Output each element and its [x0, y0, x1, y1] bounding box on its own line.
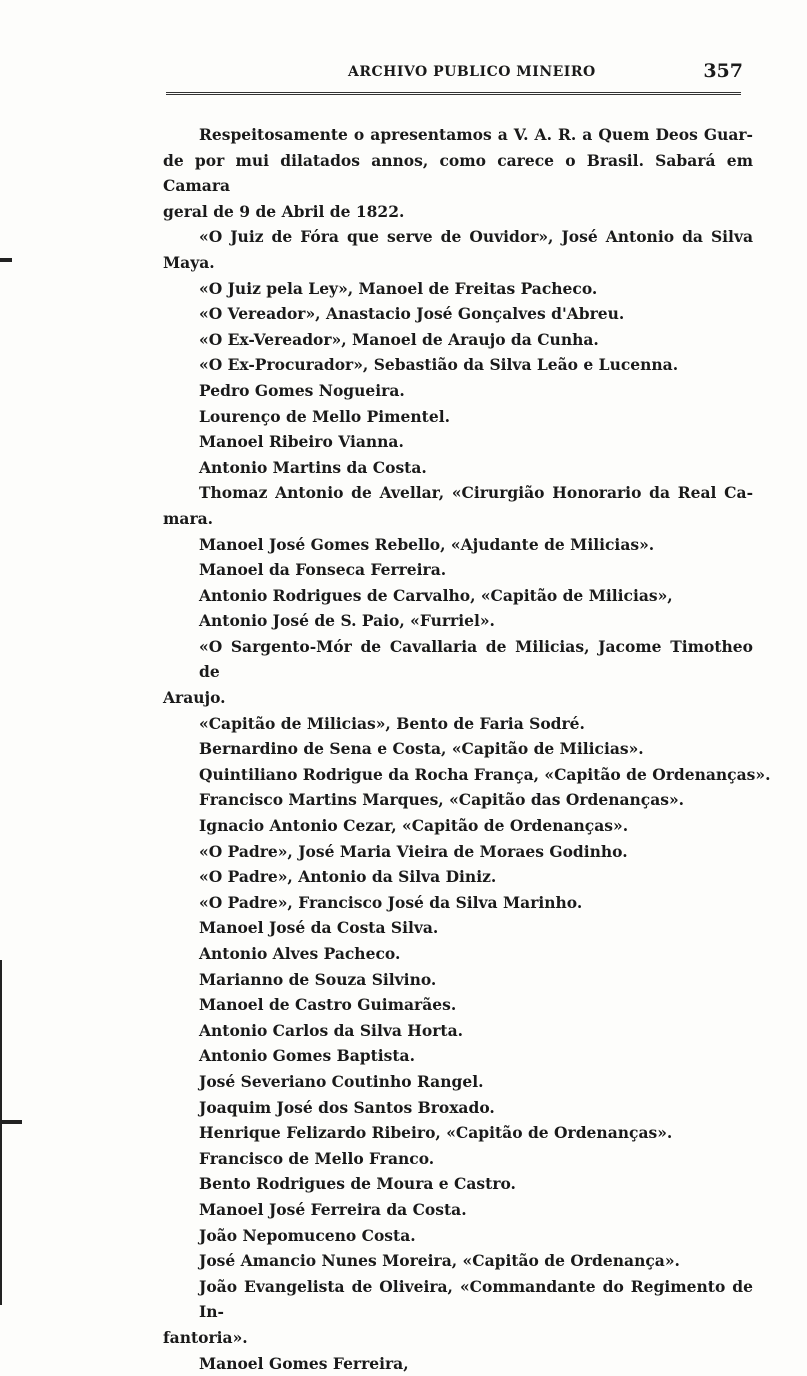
- text-line: «O Juiz de Fóra que serve de Ouvidor», José Antonio da Silva: [163, 224, 753, 250]
- text-line: Henrique Felizardo Ribeiro, «Capitão de Ordenanças».: [163, 1120, 753, 1146]
- text-line: Bento Rodrigues de Moura e Castro.: [163, 1171, 753, 1197]
- text-line: João Nepomuceno Costa.: [163, 1223, 753, 1249]
- text-line: José Severiano Coutinho Rangel.: [163, 1069, 753, 1095]
- text-line: «O Ex-Procurador», Sebastião da Silva Leão e Lucenna.: [163, 352, 753, 378]
- text-line: Maya.: [163, 250, 753, 276]
- text-line: «O Sargento-Mór de Cavallaria de Milicias, Jacome Timotheo de: [163, 634, 753, 685]
- text-line: Manoel José Gomes Rebello, «Ajudante de Milicias».: [163, 532, 753, 558]
- text-line: Bernardino de Sena e Costa, «Capitão de Milicias».: [163, 736, 753, 762]
- running-header: [163, 60, 743, 86]
- text-line: Antonio Rodrigues de Carvalho, «Capitão de Milicias»,: [163, 583, 753, 609]
- text-line: de por mui dilatados annos, como carece o Brasil. Sabará em Camara: [163, 148, 753, 199]
- body-text: [163, 122, 753, 1376]
- margin-mark-top: [0, 258, 12, 262]
- text-line: Manoel de Castro Guimarães.: [163, 992, 753, 1018]
- text-line: Thomaz Antonio de Avellar, «Cirurgião Honorario da Real Ca-: [163, 480, 753, 506]
- text-line: geral de 9 de Abril de 1822.: [163, 199, 753, 225]
- text-line: Manoel José Ferreira da Costa.: [163, 1197, 753, 1223]
- text-line: Ignacio Antonio Cezar, «Capitão de Ordenanças».: [163, 813, 753, 839]
- text-line: Manoel Ribeiro Vianna.: [163, 429, 753, 455]
- left-page-edge: [0, 960, 2, 1305]
- text-line: «O Juiz pela Ley», Manoel de Freitas Pacheco.: [163, 276, 753, 302]
- text-line: Manoel da Fonseca Ferreira.: [163, 557, 753, 583]
- text-line: Manoel Gomes Ferreira,: [163, 1351, 753, 1376]
- text-line: «Capitão de Milicias», Bento de Faria Sodré.: [163, 711, 753, 737]
- text-line: João Evangelista de Oliveira, «Commandante do Regimento de In-: [163, 1274, 753, 1325]
- text-line: Antonio Martins da Costa.: [163, 455, 753, 481]
- text-line: Respeitosamente o apresentamos a V. A. R. a Quem Deos Guar-: [163, 122, 753, 148]
- text-line: José Amancio Nunes Moreira, «Capitão de Ordenança».: [163, 1248, 753, 1274]
- text-line: Marianno de Souza Silvino.: [163, 967, 753, 993]
- text-line: Antonio José de S. Paio, «Furriel».: [163, 608, 753, 634]
- text-line: Lourenço de Mello Pimentel.: [163, 404, 753, 430]
- text-line: «O Vereador», Anastacio José Gonçalves d'Abreu.: [163, 301, 753, 327]
- page-number: 357: [703, 60, 743, 82]
- text-line: Quintiliano Rodrigue da Rocha França, «Capitão de Ordenanças».: [163, 762, 753, 788]
- text-line: «O Padre», Antonio da Silva Diniz.: [163, 864, 753, 890]
- text-line: Joaquim José dos Santos Broxado.: [163, 1095, 753, 1121]
- text-line: Pedro Gomes Nogueira.: [163, 378, 753, 404]
- text-line: Antonio Alves Pacheco.: [163, 941, 753, 967]
- text-line: mara.: [163, 506, 753, 532]
- text-line: «O Ex-Vereador», Manoel de Araujo da Cunha.: [163, 327, 753, 353]
- text-line: Francisco de Mello Franco.: [163, 1146, 753, 1172]
- text-line: Antonio Gomes Baptista.: [163, 1043, 753, 1069]
- margin-mark-bottom: [0, 1120, 22, 1124]
- text-line: Francisco Martins Marques, «Capitão das Ordenanças».: [163, 787, 753, 813]
- running-title: ARCHIVO PUBLICO MINEIRO: [348, 64, 596, 80]
- text-line: Antonio Carlos da Silva Horta.: [163, 1018, 753, 1044]
- header-rule: [166, 92, 741, 95]
- text-line: fantoria».: [163, 1325, 753, 1351]
- text-line: Araujo.: [163, 685, 753, 711]
- text-line: «O Padre», Francisco José da Silva Marinho.: [163, 890, 753, 916]
- text-line: Manoel José da Costa Silva.: [163, 915, 753, 941]
- text-line: «O Padre», José Maria Vieira de Moraes Godinho.: [163, 839, 753, 865]
